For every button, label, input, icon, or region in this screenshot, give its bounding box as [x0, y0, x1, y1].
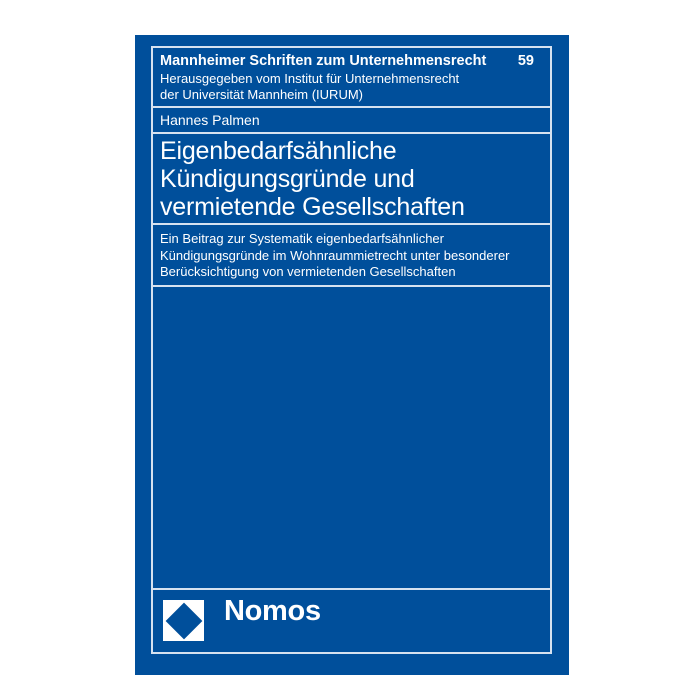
publisher-name: Nomos: [224, 595, 321, 627]
subtitle-line: Berücksichtigung von vermietenden Gesellschaften: [160, 264, 456, 279]
subtitle-line: Ein Beitrag zur Systematik eigenbedarfsähnlicher: [160, 231, 444, 246]
subtitle-line: Kündigungsgründe im Wohnraummietrecht unter besonderer: [160, 247, 510, 263]
series-title: Mannheimer Schriften zum Unternehmensrecht: [160, 53, 487, 69]
book-subtitle-section: [153, 225, 550, 287]
book-cover: [135, 35, 569, 675]
publisher-section: [153, 590, 550, 652]
title-line: Kündigungsgründe und: [160, 165, 415, 193]
series-editor-line: Herausgegeben vom Institut für Unternehmensrecht: [160, 71, 460, 86]
cover-inner-frame: [151, 46, 552, 654]
book-title-section: [153, 134, 550, 225]
title-line: Eigenbedarfsähnliche: [160, 137, 397, 165]
title-line: vermietende Gesellschaften: [160, 193, 465, 221]
empty-cover-area: [153, 287, 550, 590]
series-editor-line: der Universität Mannheim (IURUM): [160, 87, 363, 102]
author-name: Hannes Palmen: [153, 108, 550, 134]
series-volume-number: 59: [517, 53, 534, 69]
series-title-row: [160, 52, 550, 71]
diamond-icon: [165, 602, 202, 639]
series-header-section: [153, 48, 550, 108]
nomos-logo-icon: [163, 600, 204, 641]
